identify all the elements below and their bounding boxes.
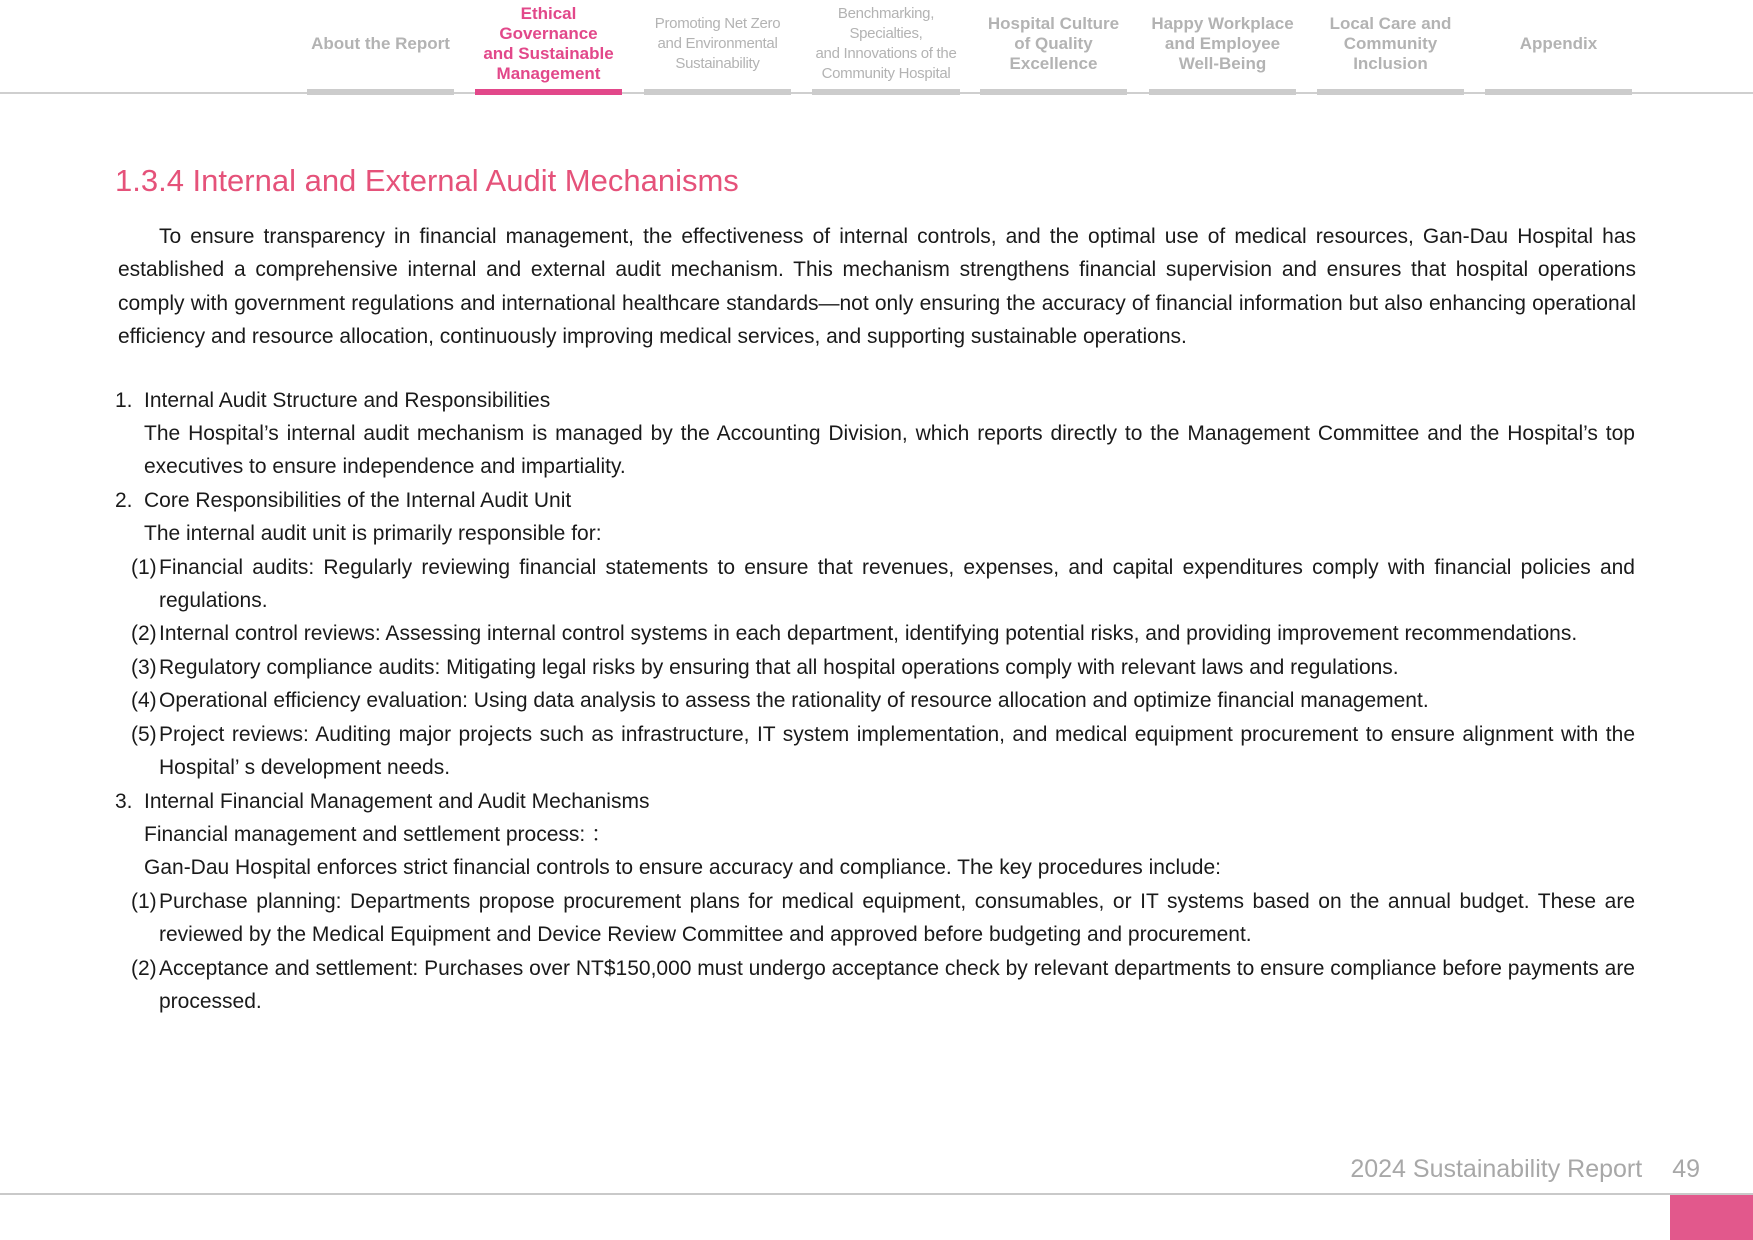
tab-happy-workplace[interactable]	[1149, 0, 1296, 92]
sub-item-number: (5)	[131, 722, 157, 746]
item-paragraph: The internal audit unit is primarily responsible for:	[144, 522, 602, 546]
tab-indicator	[644, 89, 791, 95]
sub-item-text: Acceptance and settlement: Purchases over NT$150,000 must undergo acceptance check by relevant departments to ensure compliance before payments are processed.	[159, 956, 1635, 1013]
sub-item-number: (1)	[131, 889, 157, 913]
tab-ethical-governance[interactable]	[475, 0, 622, 92]
main-content	[115, 160, 1635, 1018]
sub-item-number: (3)	[131, 655, 157, 679]
item-paragraph: Financial management and settlement process: ：	[144, 822, 613, 846]
tab-label: Local Care and Community Inclusion	[1329, 14, 1452, 73]
sub-item-text: Regulatory compliance audits: Mitigating legal risks by ensuring that all hospital operations comply with relevant laws and regulations.	[159, 655, 1399, 679]
list-item	[115, 785, 1635, 818]
section-title: 1.3.4 Internal and External Audit Mechanisms	[115, 163, 739, 198]
tab-indicator	[1485, 89, 1632, 95]
footer-divider	[0, 1193, 1753, 1195]
top-navigation	[0, 0, 1753, 94]
sub-item-number: (2)	[131, 622, 157, 646]
tab-indicator	[980, 89, 1127, 95]
footer-accent-block	[1670, 1195, 1753, 1240]
footer	[1350, 1155, 1700, 1184]
sub-item-text: Purchase planning: Departments propose procurement plans for medical equipment, consumables, or IT systems based on the annual budget. These are reviewed by the Medical Equipment and Device Review Committee and approved before budgeting and procurement.	[159, 889, 1635, 947]
sub-item-text: Project reviews: Auditing major projects such as infrastructure, IT system implementation, and medical equipment procurement to ensure alignment with the Hospital’ s development needs.	[159, 722, 1635, 780]
sub-item	[115, 885, 1635, 952]
item-number: 2.	[115, 488, 133, 512]
tab-hospital-culture[interactable]	[980, 0, 1127, 92]
tab-label: Hospital Culture of Quality Excellence	[987, 14, 1120, 73]
tab-net-zero[interactable]	[644, 0, 791, 92]
item-paragraph: The Hospital’s internal audit mechanism is managed by the Accounting Division, which reports directly to the Management Committee and the Hospital’s top executives to ensure independence and impartiality.	[144, 422, 1635, 479]
tab-indicator	[812, 89, 960, 95]
item-paragraph: Gan-Dau Hospital enforces strict financial controls to ensure accuracy and compliance. The key procedures include:	[144, 856, 1221, 880]
intro-paragraph: To ensure transparency in financial management, the effectiveness of internal controls, and the optimal use of medical resources, Gan-Dau Hospital has established a comprehensive internal and external audit mechanism. This mechanism strengthens financial supervision and ensures that hospital operations comply with government regulations and international healthcare standards—not only ensuring the accuracy of financial information but also enhancing operational efficiency and resource allocation, continuously improving medical services, and supporting sustainable operations.	[118, 225, 1636, 349]
tab-label: Ethical Governance and Sustainable Management	[483, 4, 614, 83]
tab-about-the-report[interactable]	[307, 0, 454, 92]
sub-item-text: Internal control reviews: Assessing internal control systems in each department, identifying potential risks, and providing improvement recommendations.	[159, 622, 1578, 646]
item-number: 3.	[115, 789, 133, 813]
tab-indicator	[307, 89, 454, 95]
tab-label: Benchmarking, Specialties, and Innovations of the Community Hospital	[815, 5, 957, 82]
sub-item-number: (4)	[131, 689, 157, 713]
sub-item-number: (1)	[131, 555, 157, 579]
item-heading: Internal Financial Management and Audit Mechanisms	[144, 789, 650, 813]
sub-item	[115, 952, 1635, 1019]
report-name: 2024 Sustainability Report	[1350, 1155, 1643, 1183]
sub-item-number: (2)	[131, 956, 157, 980]
tab-local-care[interactable]	[1317, 0, 1464, 92]
page-number: 49	[1672, 1155, 1700, 1183]
tab-label: Appendix	[1519, 34, 1598, 53]
audit-list	[115, 384, 1635, 1019]
tab-label: Happy Workplace and Employee Well-Being	[1151, 14, 1294, 73]
item-heading: Core Responsibilities of the Internal Audit Unit	[144, 488, 572, 512]
item-heading: Internal Audit Structure and Responsibilities	[144, 388, 551, 412]
list-item	[115, 484, 1635, 517]
tab-indicator	[1317, 89, 1464, 95]
list-item	[115, 384, 1635, 417]
tab-indicator	[1149, 89, 1296, 95]
sub-item-text: Operational efficiency evaluation: Using data analysis to assess the rationality of resource allocation and optimize financial management.	[159, 689, 1429, 713]
tab-benchmarking[interactable]	[812, 0, 960, 92]
sub-item	[115, 651, 1635, 684]
sub-item	[115, 718, 1635, 785]
tab-label: Promoting Net Zero and Environmental Sustainability	[654, 15, 781, 72]
tab-indicator	[475, 89, 622, 95]
tab-label: About the Report	[311, 34, 450, 53]
sub-item	[115, 617, 1635, 650]
sub-item	[115, 551, 1635, 618]
tab-appendix[interactable]	[1485, 0, 1632, 92]
sub-item	[115, 684, 1635, 717]
sub-item-text: Financial audits: Regularly reviewing financial statements to ensure that revenues, expenses, and capital expenditures comply with financial policies and regulations.	[159, 555, 1635, 613]
item-number: 1.	[115, 388, 133, 412]
